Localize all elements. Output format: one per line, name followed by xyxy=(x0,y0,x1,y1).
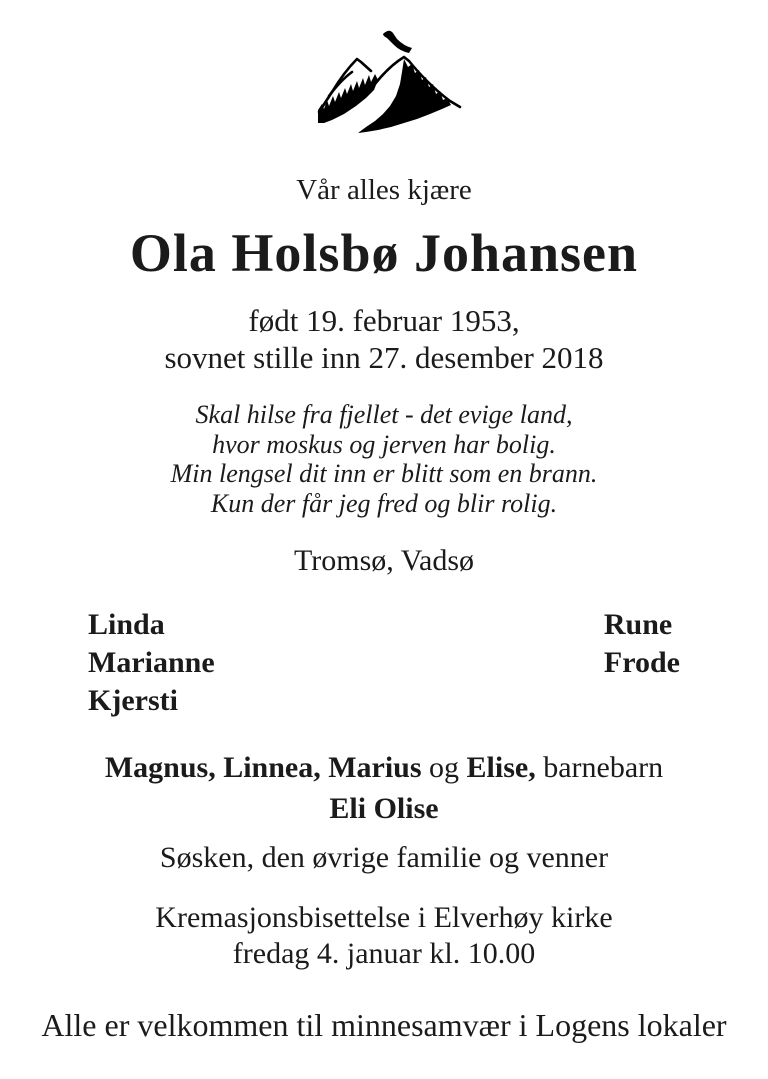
mourners-right-column xyxy=(604,606,680,720)
poem-line: Kun der får jeg fred og blir rolig. xyxy=(210,488,558,518)
grandchildren-conjunction: og xyxy=(421,751,467,784)
family-line: Søsken, den øvrige familie og venner xyxy=(159,841,609,874)
mourner-name: Kjersti xyxy=(88,684,178,717)
mourner-name: Rune xyxy=(603,608,673,641)
right-forest-shape xyxy=(358,59,451,133)
mourners-left-column xyxy=(88,606,215,720)
memorial-poem xyxy=(0,400,768,518)
mountain-landscape-with-bird-icon xyxy=(314,28,474,140)
death-line: sovnet stille inn 27. desember 2018 xyxy=(164,340,604,375)
mourner-name: Linda xyxy=(88,608,165,641)
additional-mourner: Eli Olise xyxy=(329,792,439,825)
life-dates xyxy=(0,302,768,376)
birth-line: født 19. februar 1953, xyxy=(248,303,520,338)
mourner-columns xyxy=(0,606,768,720)
poem-line: Min lengsel dit inn er blitt som en brann. xyxy=(170,459,598,488)
places-line: Tromsø, Vadsø xyxy=(293,544,475,577)
grandchildren-suffix: barnebarn xyxy=(535,751,664,784)
grandchild-name: Elise, xyxy=(466,751,536,784)
ceremony-time-line: fredag 4. januar kl. 10.00 xyxy=(232,937,536,970)
deceased-name: Ola Holsbø Johansen xyxy=(129,223,639,283)
mourner-name: Frode xyxy=(603,646,680,679)
poem-line: Skal hilse fra fjellet - det evige land, xyxy=(195,400,573,429)
ceremony-details xyxy=(0,900,768,972)
grandchildren-names: Magnus, Linnea, Marius xyxy=(104,751,422,784)
poem-line: hvor moskus og jerven har bolig. xyxy=(212,429,556,459)
mourner-name: Marianne xyxy=(88,646,215,679)
welcome-line: Alle er velkommen til minnesamvær i Logens lokaler xyxy=(41,1007,727,1043)
bird-icon xyxy=(383,31,412,53)
ceremony-location-line: Kremasjonsbisettelse i Elverhøy kirke xyxy=(155,901,613,934)
intro-line: Vår alles kjære xyxy=(296,174,472,206)
grandchildren-line xyxy=(0,750,768,786)
